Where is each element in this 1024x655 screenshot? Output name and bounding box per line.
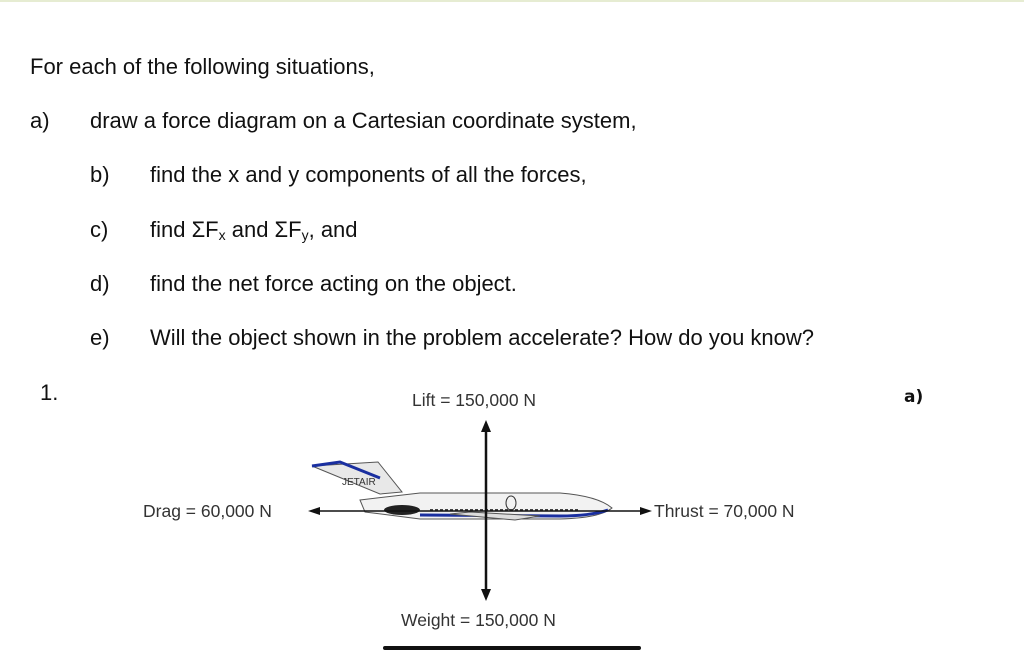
item-b-text: find the x and y components of all the forces, [150,162,587,187]
plane-tail-label: JETAIR [342,477,376,488]
item-d-letter: d) [90,271,110,296]
item-e-text: Will the object shown in the problem accelerate? How do you know? [150,325,815,350]
item-c-letter: c) [90,217,109,242]
thrust-arrowhead-icon [640,507,652,515]
lift-label: Lift = 150,000 N [412,390,537,410]
item-d-text: find the net force acting on the object. [150,271,517,296]
answer-mark: a) [904,387,924,407]
weight-arrowhead-icon [481,589,491,601]
item-a-text: draw a force diagram on a Cartesian coordinate system, [90,108,637,133]
item-c-text: find $\Sigma F_x$ and $\Sigma F_y$, and [150,217,358,243]
item-b-letter: b) [90,162,110,187]
drag-arrowhead-icon [308,507,320,515]
intro-text: For each of the following situations, [30,54,375,79]
weight-label: Weight = 150,000 N [401,610,556,630]
problem-number: 1. [40,380,59,405]
item-e-letter: e) [90,325,110,350]
item-a-letter: a) [30,108,50,133]
lift-arrowhead-icon [481,420,491,432]
handwritten-underline [383,646,641,650]
drag-label: Drag = 60,000 N [143,501,272,521]
thrust-label: Thrust = 70,000 N [654,501,795,521]
